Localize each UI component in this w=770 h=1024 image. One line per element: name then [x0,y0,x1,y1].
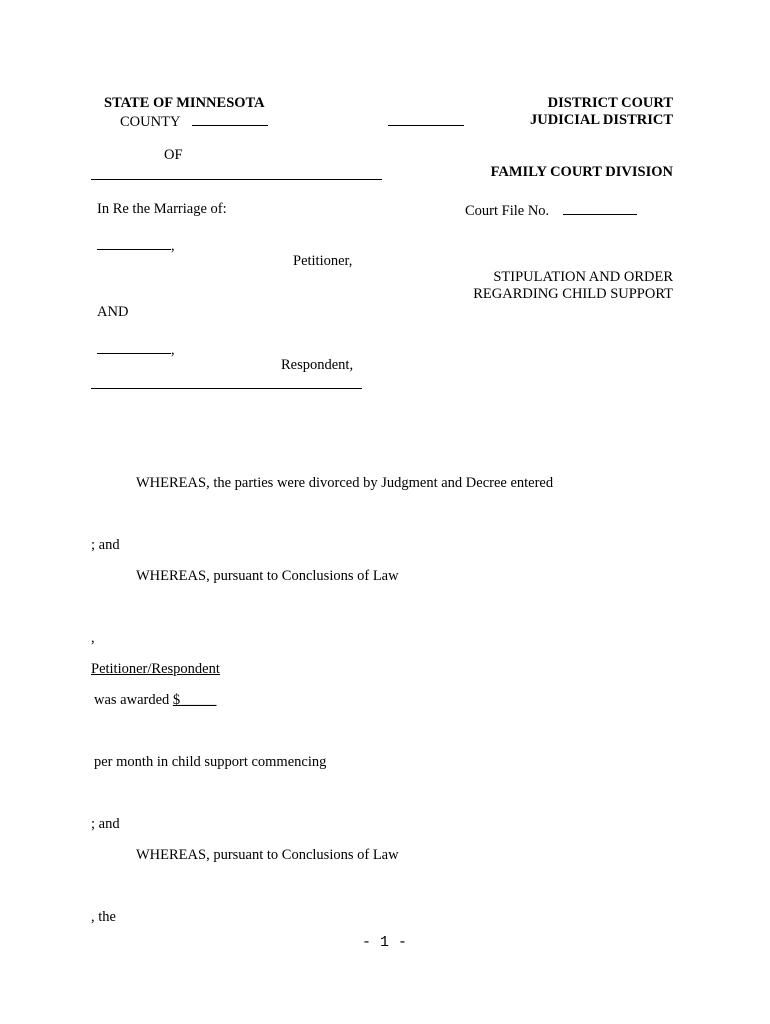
caption-divider-bottom [91,388,362,389]
whereas-conclusions-2: WHEREAS, pursuant to Conclusions of Law [136,847,399,863]
awarded-line [94,692,216,709]
awarded-text: was awarded [94,692,173,708]
state-name: STATE OF MINNESOTA [104,95,265,111]
respondent-name-line [97,340,175,359]
petitioner-name-blank[interactable] [97,236,171,250]
comma-line: , [91,630,95,646]
doc-title-line1: STIPULATION AND ORDER [493,269,673,285]
award-amount-field[interactable]: $_____ [172,692,217,708]
per-month-line: per month in child support commencing [94,754,327,770]
court-file-label: Court File No. [465,203,550,219]
of-label: OF [164,147,183,163]
doc-title-line2: REGARDING CHILD SUPPORT [473,286,673,302]
and-label: AND [97,304,129,320]
court-file-blank[interactable] [563,201,637,215]
county-label-text: COUNTY [120,114,180,130]
in-re-label: In Re the Marriage of: [97,201,227,217]
county-label [120,112,268,131]
whereas-divorce-paragraph: WHEREAS, the parties were divorced by Judgment and Decree entered [136,475,554,491]
judicial-district-label: JUDICIAL DISTRICT [529,112,673,128]
county-blank[interactable] [192,112,268,126]
caption-divider-top [91,179,382,180]
and-clause-2: ; and [91,816,120,832]
respondent-name-blank[interactable] [97,340,171,354]
respondent-label: Respondent, [281,357,354,373]
petitioner-name-line [97,236,175,255]
petitioner-respondent-choice[interactable]: Petitioner/Respondent [91,661,220,677]
the-continuation: , the [91,909,116,925]
and-clause-1: ; and [91,537,120,553]
court-name: DISTRICT COURT [547,95,673,111]
district-number-blank[interactable] [388,112,464,126]
court-file-line [465,201,637,220]
petitioner-label: Petitioner, [293,253,353,269]
page-number: - 1 - [362,934,408,951]
respondent-comma: , [171,342,175,358]
petitioner-comma: , [171,238,175,254]
whereas-conclusions-1: WHEREAS, pursuant to Conclusions of Law [136,568,399,584]
division-label: FAMILY COURT DIVISION [490,164,673,180]
